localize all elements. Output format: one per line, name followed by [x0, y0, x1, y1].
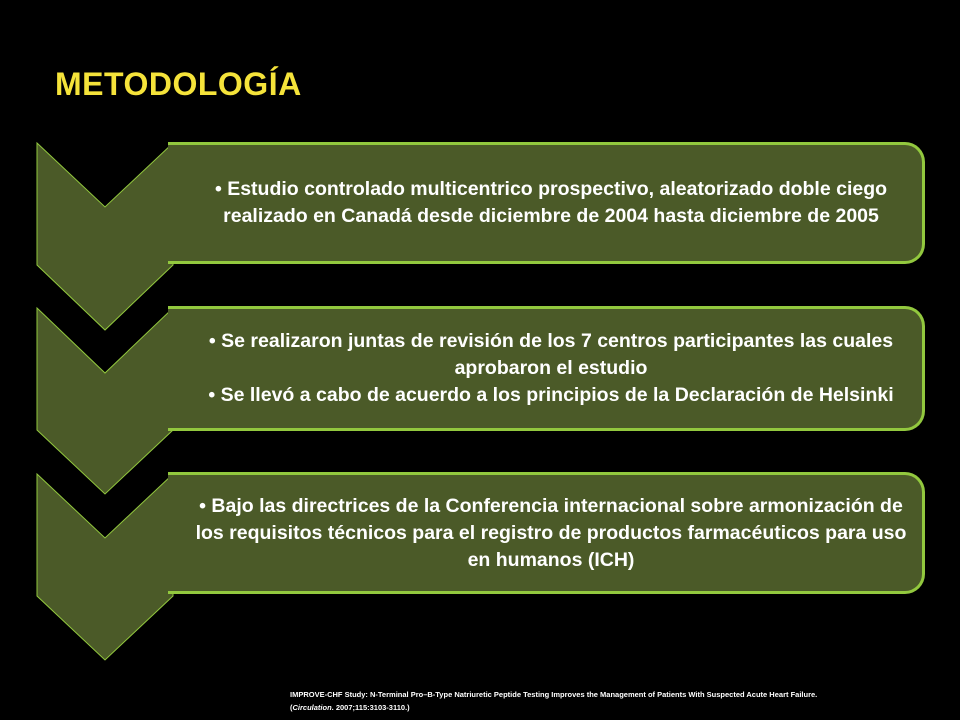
citation-line-2: (Circulation. 2007;115:3103-3110.): [290, 703, 410, 712]
citation-line-1: IMPROVE-CHF Study: N-Terminal Pro–B-Type Natriuretic Peptide Testing Improves the Management of Patients With Suspected Acute Heart Failure.: [290, 690, 818, 699]
chevron-1: [37, 143, 173, 330]
step-box-3: [168, 472, 925, 594]
step-1-bullet-1: • Estudio controlado multicentrico prospectivo, aleatorizado doble ciego realizado en Canadá desde diciembre de 2004 hasta diciembre de 2005: [186, 176, 916, 230]
step-2-bullet-2: • Se llevó a cabo de acuerdo a los principios de la Declaración de Helsinki: [208, 382, 893, 409]
chevron-3: [37, 474, 173, 660]
citation-journal: Circulation: [292, 703, 332, 712]
step-2-bullet-1: • Se realizaron juntas de revisión de los 7 centros participantes las cuales aprobaron el estudio: [186, 328, 916, 382]
step-box-1: [168, 142, 925, 264]
citation-details: . 2007;115:3103-3110.): [331, 703, 410, 712]
page-title: METODOLOGÍA: [55, 66, 302, 102]
citation: [290, 688, 950, 714]
chevron-2: [37, 308, 173, 494]
step-box-2: [168, 306, 925, 431]
step-3-bullet-1: • Bajo las directrices de la Conferencia internacional sobre armonización de los requisitos técnicos para el registro de productos farmacéuticos para uso en humanos (ICH): [186, 493, 916, 574]
